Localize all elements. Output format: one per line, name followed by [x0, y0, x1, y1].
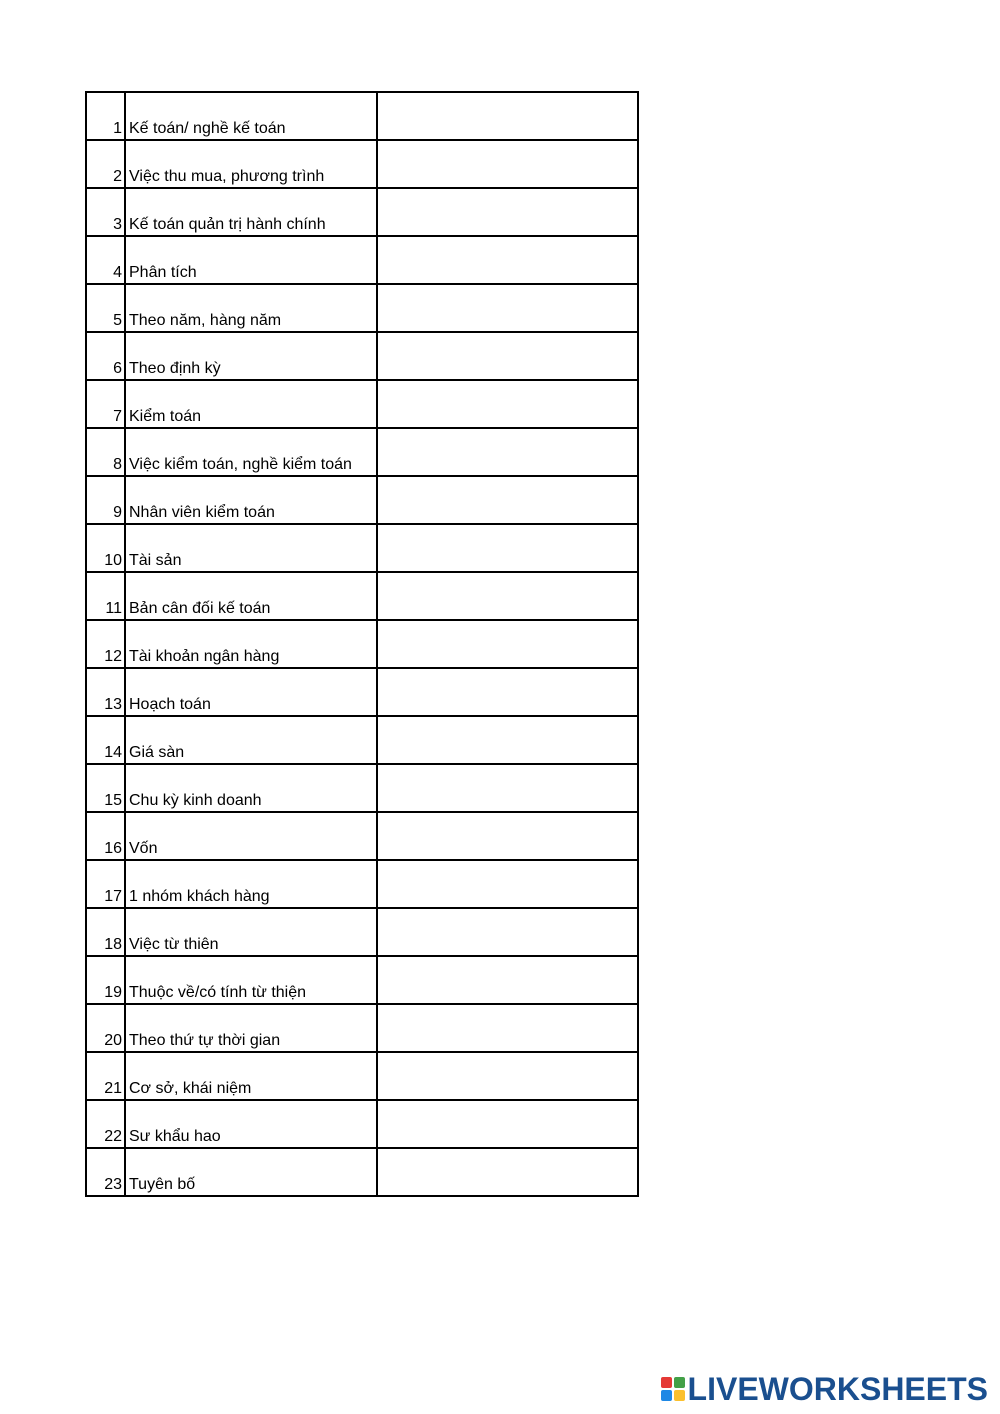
table-row	[86, 476, 638, 524]
answer-cell[interactable]	[377, 812, 638, 860]
table-row	[86, 236, 638, 284]
table-row	[86, 620, 638, 668]
table-row	[86, 668, 638, 716]
term-cell: Chu kỳ kinh doanh	[125, 764, 377, 812]
row-number: 9	[86, 476, 125, 524]
term-cell: 1 nhóm khách hàng	[125, 860, 377, 908]
term-cell: Thuộc về/có tính từ thiện	[125, 956, 377, 1004]
answer-cell[interactable]	[377, 380, 638, 428]
answer-cell[interactable]	[377, 860, 638, 908]
term-cell: Tài khoản ngân hàng	[125, 620, 377, 668]
row-number: 21	[86, 1052, 125, 1100]
row-number: 6	[86, 332, 125, 380]
term-cell: Sư khẩu hao	[125, 1100, 377, 1148]
table-row	[86, 572, 638, 620]
term-cell: Theo định kỳ	[125, 332, 377, 380]
table-row	[86, 764, 638, 812]
table-row	[86, 428, 638, 476]
answer-cell[interactable]	[377, 668, 638, 716]
term-cell: Theo năm, hàng năm	[125, 284, 377, 332]
row-number: 3	[86, 188, 125, 236]
table-row	[86, 812, 638, 860]
table-row	[86, 716, 638, 764]
row-number: 20	[86, 1004, 125, 1052]
row-number: 14	[86, 716, 125, 764]
logo-tile	[661, 1390, 672, 1401]
term-cell: Vốn	[125, 812, 377, 860]
answer-cell[interactable]	[377, 908, 638, 956]
answer-cell[interactable]	[377, 1052, 638, 1100]
term-cell: Bản cân đối kế toán	[125, 572, 377, 620]
row-number: 19	[86, 956, 125, 1004]
answer-cell[interactable]	[377, 764, 638, 812]
term-cell: Tài sản	[125, 524, 377, 572]
logo-tile	[674, 1377, 685, 1388]
answer-cell[interactable]	[377, 92, 638, 140]
vocabulary-table-body	[86, 92, 638, 1196]
term-cell: Kế toán quản trị hành chính	[125, 188, 377, 236]
term-cell: Việc từ thiên	[125, 908, 377, 956]
row-number: 18	[86, 908, 125, 956]
table-row	[86, 1052, 638, 1100]
row-number: 22	[86, 1100, 125, 1148]
row-number: 16	[86, 812, 125, 860]
term-cell: Kiểm toán	[125, 380, 377, 428]
table-row	[86, 92, 638, 140]
row-number: 5	[86, 284, 125, 332]
answer-cell[interactable]	[377, 188, 638, 236]
row-number: 7	[86, 380, 125, 428]
table-row	[86, 188, 638, 236]
answer-cell[interactable]	[377, 620, 638, 668]
row-number: 13	[86, 668, 125, 716]
term-cell: Giá sàn	[125, 716, 377, 764]
liveworksheets-logo-icon	[661, 1377, 685, 1401]
table-row	[86, 284, 638, 332]
answer-cell[interactable]	[377, 332, 638, 380]
logo-text: LIVEWORKSHEETS	[687, 1370, 988, 1407]
answer-cell[interactable]	[377, 284, 638, 332]
term-cell: Kế toán/ nghề kế toán	[125, 92, 377, 140]
table-row	[86, 1004, 638, 1052]
answer-cell[interactable]	[377, 428, 638, 476]
table-row	[86, 1148, 638, 1196]
logo-tile	[674, 1390, 685, 1401]
table-row	[86, 332, 638, 380]
table-row	[86, 380, 638, 428]
row-number: 17	[86, 860, 125, 908]
logo-tile	[661, 1377, 672, 1388]
row-number: 8	[86, 428, 125, 476]
term-cell: Tuyên bố	[125, 1148, 377, 1196]
row-number: 15	[86, 764, 125, 812]
term-cell: Phân tích	[125, 236, 377, 284]
table-row	[86, 908, 638, 956]
row-number: 11	[86, 572, 125, 620]
table-row	[86, 524, 638, 572]
row-number: 12	[86, 620, 125, 668]
answer-cell[interactable]	[377, 236, 638, 284]
answer-cell[interactable]	[377, 572, 638, 620]
term-cell: Việc thu mua, phương trình	[125, 140, 377, 188]
answer-cell[interactable]	[377, 1100, 638, 1148]
table-row	[86, 956, 638, 1004]
term-cell: Cơ sở, khái niệm	[125, 1052, 377, 1100]
row-number: 10	[86, 524, 125, 572]
table-row	[86, 860, 638, 908]
answer-cell[interactable]	[377, 1148, 638, 1196]
term-cell: Theo thứ tự thời gian	[125, 1004, 377, 1052]
vocabulary-table	[85, 91, 639, 1197]
row-number: 23	[86, 1148, 125, 1196]
answer-cell[interactable]	[377, 1004, 638, 1052]
term-cell: Hoạch toán	[125, 668, 377, 716]
term-cell: Nhân viên kiểm toán	[125, 476, 377, 524]
answer-cell[interactable]	[377, 140, 638, 188]
table-row	[86, 1100, 638, 1148]
answer-cell[interactable]	[377, 716, 638, 764]
answer-cell[interactable]	[377, 524, 638, 572]
liveworksheets-logo	[661, 1370, 988, 1407]
term-cell: Việc kiểm toán, nghề kiểm toán	[125, 428, 377, 476]
row-number: 1	[86, 92, 125, 140]
row-number: 4	[86, 236, 125, 284]
table-row	[86, 140, 638, 188]
answer-cell[interactable]	[377, 956, 638, 1004]
row-number: 2	[86, 140, 125, 188]
answer-cell[interactable]	[377, 476, 638, 524]
